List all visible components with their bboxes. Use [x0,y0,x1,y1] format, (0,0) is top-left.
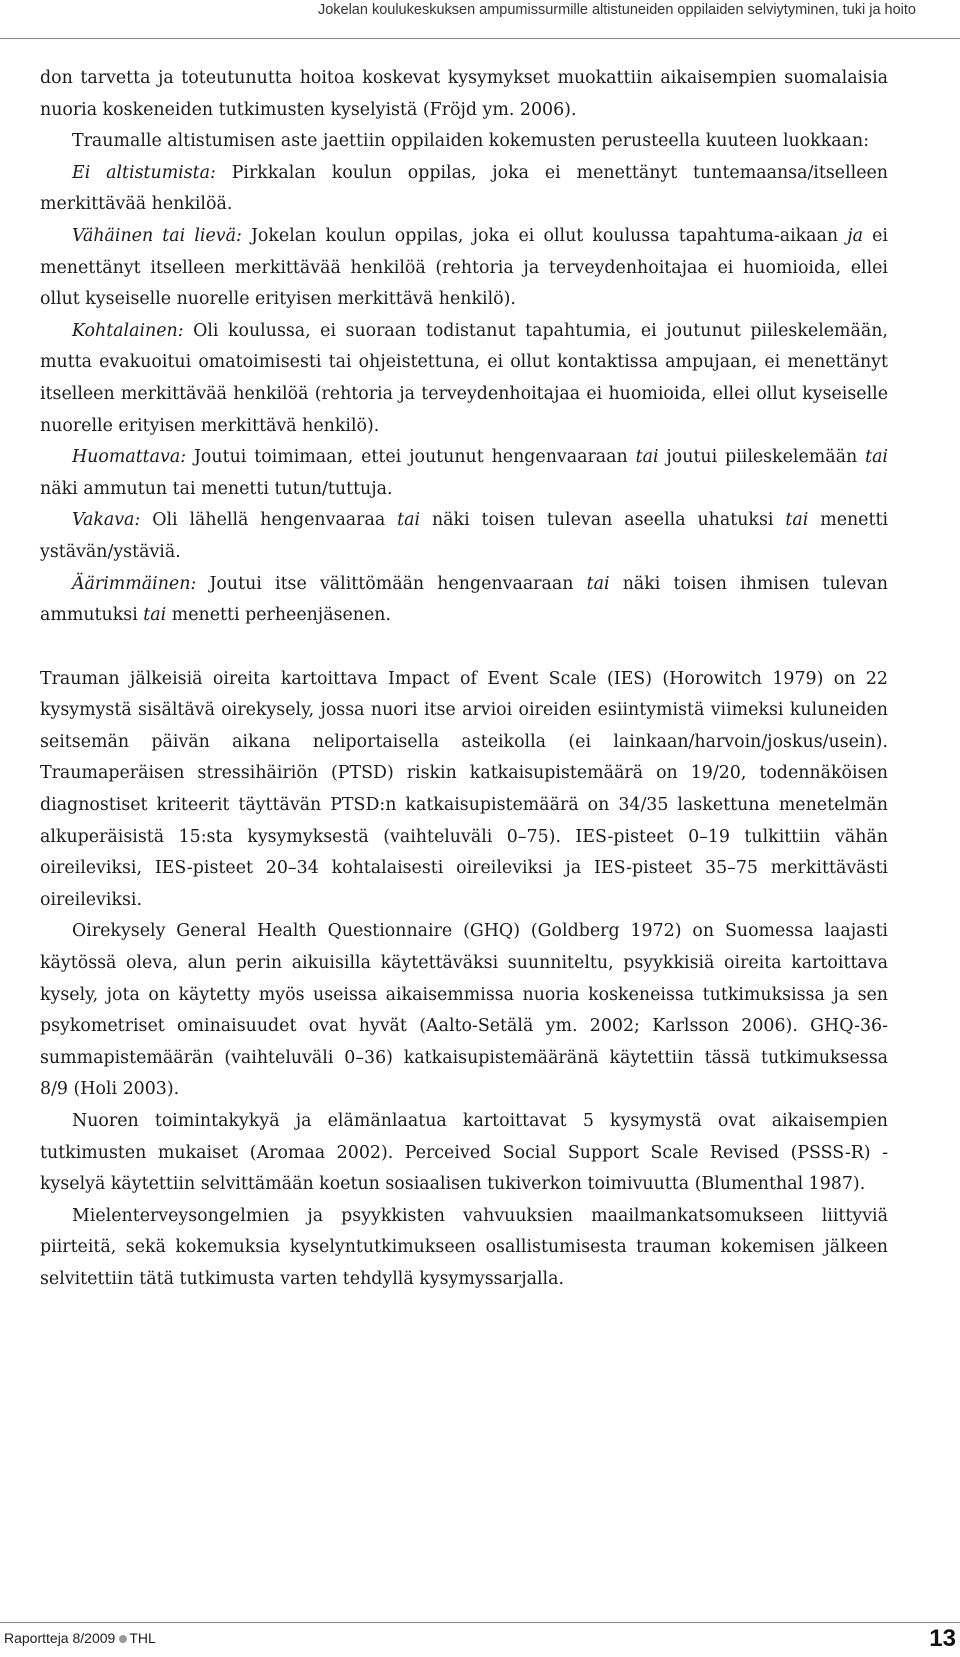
page-footer [0,1622,960,1657]
category-extreme [40,569,888,632]
category-description: näki toisen ihmisen tulevan ammutuksi [40,573,888,626]
emphasis: ja [847,225,863,246]
category-description: näki ammutun tai menetti tutun/tuttuja. [40,478,393,499]
category-description: Joutui itse välittömään hengenvaaraan [196,573,587,594]
category-considerable [40,442,888,505]
page-number: 13 [929,1625,956,1652]
paragraph-trauma-levels: Traumalle altistumisen aste jaettiin oppilaiden kokemusten perusteella kuuteen luokkaan: [72,131,870,152]
category-term: Kohtalainen: [72,320,184,341]
category-description: Oli koulussa, ei suoraan todistanut tapahtumia, ei joutunut piileskelemään, mutta evakuoitui omatoimisesti tai ohjeistettuna, ei ollut kontaktissa ampujaan, ei menettänyt itselleen merkittävää henkilöä (rehtoria ja terveydenhoitajaa ei huomioida, ellei ollut kyseiselle nuorelle erityisen merkittävä henkilö). [40,320,888,436]
category-description: Oli lähellä hengenvaaraa [140,510,398,531]
emphasis: tai [143,605,167,626]
category-description: näki toisen tulevan aseella uhatuksi [420,510,786,531]
category-minor [40,221,888,316]
report-label: Raportteja 8/2009 [4,1630,116,1646]
category-description: menetti ystävän/ystäviä. [40,510,889,562]
category-description: Pirkkalan koulun oppilas, joka ei menettänyt tuntemaansa/itselleen merkittävää henkilöä. [40,162,888,215]
emphasis: tai [785,510,809,531]
category-term: Vakava: [72,510,141,531]
bullet-dot-icon [119,1635,127,1643]
category-description: Jokelan koulun oppilas, joka ei ollut koulussa tapahtuma-aikaan [241,225,848,246]
category-term: Huomattava: [72,447,187,468]
paragraph-ghq: Oirekysely General Health Questionnaire (GHQ) (Goldberg 1972) on Suomessa laajasti käytössä oleva, alun perin aikuisilla käytettäväksi suunniteltu, psyykkisiä oireita kartoittava kysely, jota on käytetty myös useissa aikaisemmissa nuoria koskeneissa tutkimuksissa ja sen psykometriset ominaisuudet ovat hyvät (Aalto-Setälä ym. 2002; Karlsson 2006). GHQ-36-summapistemäärän (vaihteluväli 0–36) katkaisupistemääränä käytettiin tässä tutkimuksessa 8/9 (Holi 2003). [40,921,888,1100]
report-series [4,1630,156,1646]
emphasis: tai [397,510,421,531]
category-description: ei menettänyt itselleen merkittävää henkilöä (rehtoria ja terveydenhoitajaa ei huomioida, ellei ollut kyseiselle nuorelle erityisen merkittävä henkilö). [40,225,888,310]
category-term: Vähäinen tai lievä: [72,225,242,246]
body-text [40,63,888,1296]
running-title: Jokelan koulukeskuksen ampumissurmille altistuneiden oppilaiden selviytyminen, tuki ja hoito [317,2,916,18]
category-term: Ei altistumista: [72,162,216,183]
emphasis: tai [586,573,610,594]
category-description: menetti perheenjäsenen. [166,605,392,626]
category-description: Joutui toimimaan, ettei joutunut hengenvaaraan [186,447,636,468]
category-moderate [40,316,888,442]
paragraph-intro: don tarvetta ja toteutunutta hoitoa koskevat kysymykset muokattiin aikaisempien suomalaisia nuoria koskeneiden tutkimusten kyselyistä (Fröjd ym. 2006). [40,68,888,120]
emphasis: tai [635,447,659,468]
category-term: Äärimmäinen: [72,573,197,594]
publisher-label: THL [129,1630,156,1646]
category-severe [40,505,888,568]
paragraph-worldview: Mielenterveysongelmien ja psyykkisten vahvuuksien maailmankatsomukseen liittyviä piirteitä, sekä kokemuksia kyselyntutkimukseen osallistumisesta trauman kokemisen jälkeen selvitettiin tätä tutkimusta varten tehdyllä kysymyssarjalla. [40,1205,888,1289]
paragraph-ies: Trauman jälkeisiä oireita kartoittava Impact of Event Scale (IES) (Horowitch 1979) on 22 kysymystä sisältävä oirekysely, jossa nuori itse arvioi oireiden esiintymistä viimeksi kuluneiden seitsemän päivän aikana neliportaisella asteikolla (ei lainkaan/harvoin/joskus/usein). Traumaperäisen stressihäiriön (PTSD) riskin katkaisupistemäärä on 19/20, todennäköisen diagnostiset kriteerit täyttävän PTSD:n katkaisupistemäärä on 34/35 laskettuna menetelmän alkuperäisistä 15:sta kysymyksestä (vaihteluväli 0–75). IES-pisteet 0–19 tulkittiin vähän oireileviksi, IES-pisteet 20–34 kohtalaisesti oireileviksi ja IES-pisteet 35–75 merkittävästi oireileviksi. [40,668,888,910]
category-no-exposure [40,158,888,221]
running-header [0,0,960,39]
emphasis: tai [865,447,888,468]
category-description: joutui piileskelemään [658,447,866,468]
paragraph-functioning: Nuoren toimintakykyä ja elämänlaatua kartoittavat 5 kysymystä ovat aikaisempien tutkimusten mukaiset (Aromaa 2002). Perceived Social Support Scale Revised (PSSS-R) -kyselyä käytettiin selvittämään koetun sosiaalisen tukiverkon toimivuutta (Blumenthal 1987). [40,1111,888,1195]
